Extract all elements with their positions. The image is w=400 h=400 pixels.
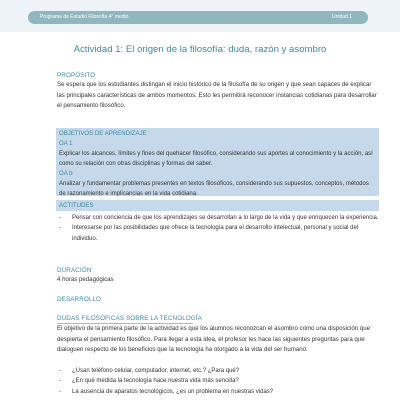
program-title: Programa de Estudio Filosofía 4° medio [40, 14, 129, 20]
dash-bullet-icon: - [59, 225, 61, 232]
top-bar [0, 0, 400, 32]
section-label-duracion: DURACIÓN [57, 267, 92, 274]
objetivos-box [56, 128, 379, 196]
list-item [57, 213, 379, 223]
list-item [57, 366, 379, 376]
dudas-text: El objetivo de la primera parte de la actividad es que los alumnos reconozcan el asombro como una disposición que despierta el pensamiento filosófico. Para llegar a esta idea, el profesor les hace las siguientes preguntas para que dialoguen respecto de los beneficios que la tecnología ha otorgado a la vida del ser humano: [57, 325, 370, 354]
header-band [28, 11, 368, 24]
section-label-dudas: DUDAS FILOSÓFICAS SOBRE LA TECNOLOGÍA [57, 315, 202, 322]
oa-text: Analizar y fundamentar problemas presentes en textos filosóficos, considerando sus supuestos, conceptos, métodos de razonamiento e implicancias en la vida cotidiana. [59, 181, 369, 198]
section-label-proposito: PROPÓSITO [57, 72, 96, 79]
actitudes-list [57, 213, 379, 244]
duracion-text: 4 horas pedagógicas [57, 276, 114, 283]
list-item [57, 376, 379, 386]
list-item [57, 387, 379, 397]
dash-bullet-icon: - [59, 378, 61, 385]
objetivos-label: OBJETIVOS DE APRENDIZAJE [59, 130, 147, 137]
actitud-text: Interesarse por las posibilidades que ofrece la tecnología para el desarrollo intelectual, personal y social del individuo. [72, 225, 359, 242]
dash-bullet-icon: - [59, 215, 61, 221]
oa-code: OA 1 [59, 140, 73, 147]
preguntas-list [57, 366, 379, 397]
section-label-desarrollo: DESARROLLO [57, 296, 102, 303]
pregunta-text: ¿En qué medida la tecnología hace nuestra vida más sencilla? [72, 378, 239, 385]
dash-bullet-icon: - [59, 388, 61, 395]
pregunta-text: La ausencia de aparatos tecnológicos, ¿es un problema en nuestras vidas? [72, 388, 274, 395]
list-item [57, 223, 379, 244]
oa-code: OA b [59, 170, 73, 177]
dash-bullet-icon: - [59, 368, 61, 374]
unit-label: Unidad 1 [331, 14, 352, 20]
pregunta-text: ¿Usan teléfono celular, computador, internet, etc.? ¿Para qué? [72, 368, 240, 374]
actitud-text: Pensar con conciencia de que los aprendizajes se desarrollan a lo largo de la vida y que enriquecen la experiencia. [72, 215, 379, 221]
actitudes-label: ACTITUDES [59, 202, 94, 209]
actitudes-header-box [56, 200, 379, 211]
oa-text: Explicar los alcances, límites y fines del quehacer filosófico, considerando sus aportes al conocimiento y la acción, así como su relación con otras disciplinas y formas del saber. [59, 151, 373, 168]
page-title: Actividad 1: El origen de la filosofía: duda, razón y asombro [73, 44, 327, 55]
proposito-text: Se espera que los estudiantes distingan el inicio histórico de la filosofía de su origen y que sean capaces de explicar las principales características de ambos momentos. Esto les permitirá reconocer instancias cotidianas para desarrollar el pensamiento filosófico. [57, 81, 377, 110]
